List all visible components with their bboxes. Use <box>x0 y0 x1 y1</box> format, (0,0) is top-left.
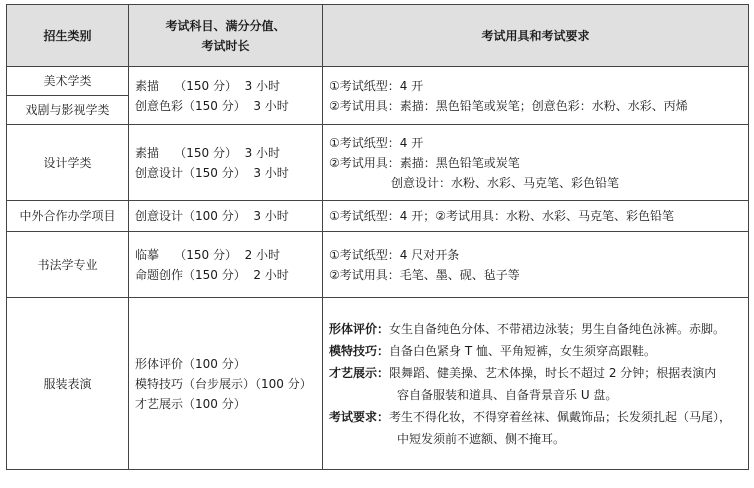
subject-line: 创意设计（100 分） 3 小时 <box>135 209 289 223</box>
exam-requirements-table <box>6 4 749 470</box>
subjects-cell <box>129 201 323 232</box>
header-subjects-line1: 考试科目、满分分值、 <box>165 18 286 33</box>
subject-line: 形体评价（100 分） <box>135 356 246 371</box>
table-row <box>7 232 749 298</box>
subject-line: 素描 （150 分） 3 小时 <box>135 78 281 93</box>
requirement-line: ①考试纸型：4 尺对开条 <box>329 247 460 262</box>
requirement-label: 才艺展示： <box>329 365 390 380</box>
requirement-line <box>329 406 747 428</box>
requirement-text: 限舞蹈、健美操、艺术体操，时长不超过 2 分钟；根据表演内 <box>389 365 717 380</box>
requirement-line: ②考试用具：毛笔、墨、砚、毡子等 <box>329 267 520 282</box>
table-row <box>7 125 749 201</box>
requirement-label: 形体评价： <box>329 321 390 336</box>
category-cell: 美术学类 <box>7 67 129 96</box>
table-row <box>7 67 749 96</box>
requirement-line: 容自备服装和道具、自备背景音乐 U 盘。 <box>397 387 618 402</box>
subject-line: 模特技巧（台步展示）（100 分） <box>135 376 312 391</box>
subjects-cell <box>129 67 323 125</box>
requirements-cell <box>323 67 749 125</box>
subjects-cell <box>129 232 323 298</box>
table-header-row <box>7 5 749 67</box>
requirement-text: 女生自备纯色分体、不带裙边泳装；男生自备纯色泳裤。赤脚。 <box>389 321 726 336</box>
category-cell: 书法学专业 <box>7 232 129 298</box>
header-subjects-line2: 考试时长 <box>201 38 250 53</box>
subject-line: 素描 （150 分） 3 小时 <box>135 145 281 160</box>
requirement-line: ②考试用具：素描：黑色铅笔或炭笔 <box>329 155 520 170</box>
requirement-line <box>329 340 747 362</box>
requirement-label: 模特技巧： <box>329 343 390 358</box>
category-cell: 服装表演 <box>7 298 129 470</box>
requirement-line: ①考试纸型：4 开 <box>329 78 424 93</box>
subject-line: 才艺展示（100 分） <box>135 396 246 411</box>
header-subjects <box>129 5 323 67</box>
category-cell: 中外合作办学项目 <box>7 201 129 232</box>
requirements-cell <box>323 125 749 201</box>
requirement-line: 创意设计：水粉、水彩、马克笔、彩色铅笔 <box>391 175 620 190</box>
subject-line: 创意设计（150 分） 3 小时 <box>135 165 289 180</box>
category-cell: 设计学类 <box>7 125 129 201</box>
requirement-line: ①考试纸型：4 开；②考试用具：水粉、水彩、马克笔、彩色铅笔 <box>329 209 674 223</box>
requirement-line <box>329 318 747 340</box>
requirement-text: 考生不得化妆，不得穿着丝袜、佩戴饰品；长发须扎起（马尾）， <box>389 409 732 424</box>
header-category: 招生类别 <box>7 5 129 67</box>
requirement-label: 考试要求： <box>329 409 390 424</box>
table-row <box>7 201 749 232</box>
table-row <box>7 298 749 470</box>
header-requirements: 考试用具和考试要求 <box>323 5 749 67</box>
requirement-line: ①考试纸型：4 开 <box>329 135 424 150</box>
requirement-text: 自备白色紧身 T 恤、平角短裤，女生须穿高跟鞋。 <box>389 343 656 358</box>
requirement-line <box>329 362 747 384</box>
requirements-cell <box>323 201 749 232</box>
category-cell: 戏剧与影视学类 <box>7 96 129 125</box>
subjects-cell <box>129 125 323 201</box>
requirements-cell <box>323 232 749 298</box>
requirement-line: 中短发须前不遮额、侧不掩耳。 <box>397 431 566 446</box>
subjects-cell <box>129 298 323 470</box>
requirement-line: ②考试用具：素描：黑色铅笔或炭笔；创意色彩：水粉、水彩、丙烯 <box>329 98 688 113</box>
subject-line: 临摹 （150 分） 2 小时 <box>135 247 281 262</box>
subject-line: 命题创作（150 分） 2 小时 <box>135 267 289 282</box>
subject-line: 创意色彩（150 分） 3 小时 <box>135 98 289 113</box>
requirements-cell <box>323 298 749 470</box>
